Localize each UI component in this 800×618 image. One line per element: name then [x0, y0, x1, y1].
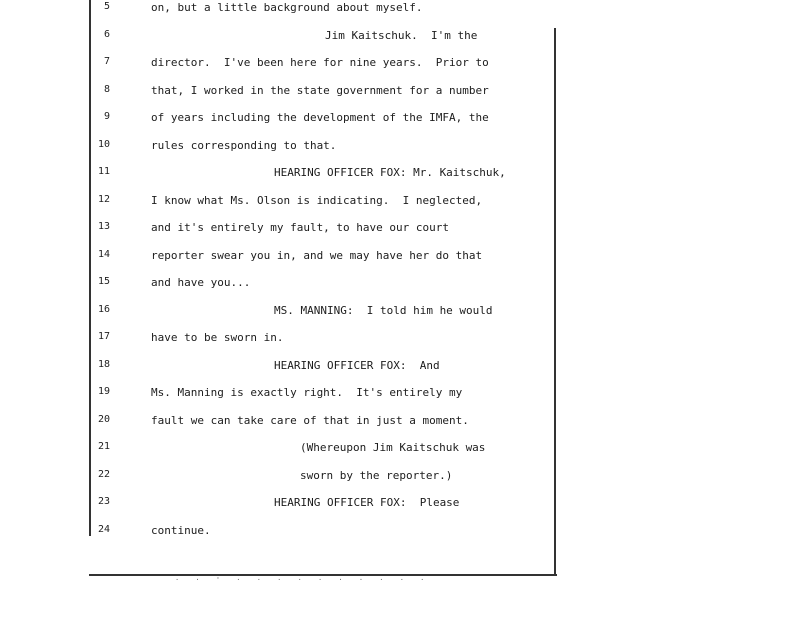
line-number: 12 [97, 194, 110, 205]
line-number: 21 [97, 441, 110, 452]
line-number: 10 [97, 139, 110, 150]
line-number: 8 [103, 84, 110, 95]
transcript-line [0, 276, 560, 296]
line-text: on, but a little background about myself. [151, 1, 423, 14]
line-text: rules corresponding to that. [151, 139, 337, 152]
transcript-line [0, 111, 560, 131]
scan-noise: · · ' · · · · · · · · · · [175, 576, 431, 584]
line-number: 16 [97, 304, 110, 315]
transcript-line [0, 304, 560, 324]
line-number: 22 [97, 469, 110, 480]
line-text: director. I've been here for nine years. Prior to [151, 56, 489, 69]
line-text: Jim Kaitschuk. I'm the [325, 29, 478, 42]
transcript-line [0, 29, 560, 49]
line-text: of years including the development of the IMFA, the [151, 111, 489, 124]
transcript-line [0, 441, 560, 461]
transcript-line [0, 469, 560, 489]
line-number: 23 [97, 496, 110, 507]
line-text: HEARING OFFICER FOX: Please [274, 496, 460, 509]
line-text: Ms. Manning is exactly right. It's entirely my [151, 386, 463, 399]
transcript-line [0, 331, 560, 351]
line-text: continue. [151, 524, 211, 537]
line-number: 15 [97, 276, 110, 287]
line-text: sworn by the reporter.) [300, 469, 453, 482]
line-text: MS. MANNING: I told him he would [274, 304, 493, 317]
transcript-line [0, 139, 560, 159]
line-number: 5 [103, 1, 110, 12]
line-number: 14 [97, 249, 110, 260]
line-text: and it's entirely my fault, to have our court [151, 221, 450, 234]
transcript-line [0, 359, 560, 379]
line-text: HEARING OFFICER FOX: Mr. Kaitschuk, [274, 166, 506, 179]
line-text: I know what Ms. Olson is indicating. I neglected, [151, 194, 483, 207]
line-number: 20 [97, 414, 110, 425]
line-text: reporter swear you in, and we may have her do that [151, 249, 483, 262]
line-number: 18 [97, 359, 110, 370]
line-number: 11 [97, 166, 110, 177]
line-text: fault we can take care of that in just a moment. [151, 414, 469, 427]
transcript-line [0, 249, 560, 269]
transcript-line [0, 386, 560, 406]
line-number: 13 [97, 221, 110, 232]
transcript-line [0, 84, 560, 104]
transcript-line [0, 1, 560, 21]
transcript-line [0, 414, 560, 434]
transcript-line [0, 166, 560, 186]
line-number: 24 [97, 524, 110, 535]
line-text: have to be sworn in. [151, 331, 284, 344]
line-number: 19 [97, 386, 110, 397]
transcript-line [0, 56, 560, 76]
transcript-line [0, 221, 560, 241]
line-number: 7 [103, 56, 110, 67]
line-number: 9 [103, 111, 110, 122]
line-text: that, I worked in the state government for a number [151, 84, 489, 97]
line-text: and have you... [151, 276, 251, 289]
line-text: HEARING OFFICER FOX: And [274, 359, 440, 372]
line-number: 17 [97, 331, 110, 342]
line-number: 6 [103, 29, 110, 40]
transcript-line [0, 524, 560, 544]
transcript-line [0, 194, 560, 214]
transcript-line [0, 496, 560, 516]
line-text: (Whereupon Jim Kaitschuk was [300, 441, 486, 454]
